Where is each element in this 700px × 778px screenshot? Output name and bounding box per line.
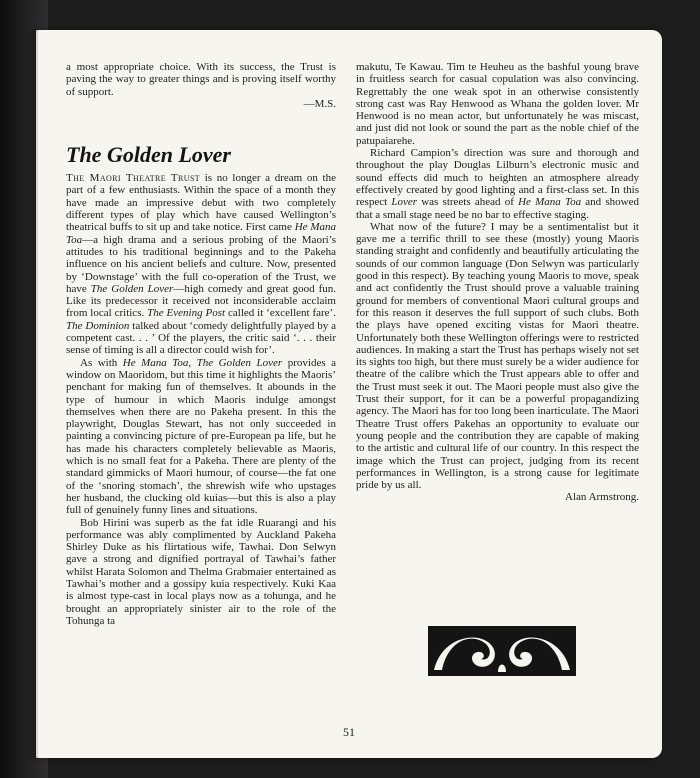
article-title: The Golden Lover [66, 142, 231, 168]
article-paragraph-4: makutu, Te Kawau. Tim te Heuheu as the bashful young brave in fruitless search for casual copulation was also convincing. Regrettably the one weak spot in an otherwise consistently strong cast was Ray Henwood as Whana the golden lover. Mr Henwood is no mean actor, but unfortunately he was miscast, and just did not look or sound the part as the noble chief of the patupaiarehe. [356, 61, 639, 147]
magazine-page [36, 30, 662, 758]
text-run: Richard Campion’s direction was sure and thorough and throughout the play Douglas Lilburn’s electronic music and sound effects did much to heighten an atmosphere already effectively created by good lighting and a first-class set. In this respect [356, 147, 639, 209]
lead-in-smallcaps: The Maori Theatre Trust [66, 172, 201, 185]
play-title: The Golden Lover [90, 282, 174, 295]
text-run: talked about ‘comedy delightfully played by a competent cast. . . ’ Of the players, the critic said ‘. . . their sense of timing is all a director could wish for’. [66, 319, 336, 357]
text-run: and showed that a small stage need be no bar to effective staging. [356, 196, 639, 221]
text-run: called it ‘excellent fare’. [225, 307, 336, 320]
text-run: was streets ahead of [417, 196, 519, 209]
text-run: As with [80, 356, 123, 369]
text-run: provides a window on Maoridom, but this time it highlights the Maoris’ penchant for making fun of themselves. It abounds in the type of humour in which Maoris indulge amongst themselves when there are no Pakeha present. In this the playwright, Douglas Stewart, has not only succeeded in painting a convincing picture of pre-European pa life, but he has made his characters completely believable as Maoris, which is no small feat for a Pakeha. There are plenty of the standard gimmicks of Maori humour, of course—the fat one of the ‘snoring stomach’, the shrewish wife who upstages her husband, the clucking old kuias—but this is also a play full of genuinely funny lines and situations. [66, 356, 336, 517]
article-paragraph-3: Bob Hirini was superb as the fat idle Ruarangi and his performance was ably complimented by Auckland Pakeha Shirley Duke as his flirtatious wife, Tawhai. Don Selwyn gave a strong and dignified portrayal of Tawhai’s father whilst Harata Solomon and Thelma Grabmaier entertained as Tawhai’s mother and a gossipy kuia respectively. Kuki Kaa is almost type-cast in local plays now as a tohunga, and he brought an appropriately sinister air to the role of the Tohunga ta [66, 516, 336, 627]
right-column [356, 61, 639, 504]
intro-paragraph: a most appropriate choice. With its success, the Trust is paving the way to greater things and is proving itself worthy of support. [66, 61, 336, 98]
play-title: He Mana Toa [518, 196, 582, 209]
article-paragraph-6: What now of the future? I may be a sentimentalist but it gave me a terrific thrill to see these (mostly) young Maoris standing straight and confidently and beautifully articulating the sounds of our common language (Don Selwyn was particularly good in this respect). By teaching young Maoris to move, speak and act confidently the Trust should prove a valuable training ground for members of conventional Maori cultural groups and for this reason it deserves the full support of such clubs. Both the plays have opened exciting vistas for Maori theatre. Unfortunately both these Wellington offerings were to restricted audiences. In making a start the Trust has perhaps wisely not set its sights too high, but there must surely be a wider audience for theatre of the calibre which the Trust appears able to offer and the Trust must seek it out. The Maori people must also give the Trust their support, for it can be a powerful propagandizing agency. The Maori has for too long been inarticulate. The Maori Theatre Trust offers Pakehas an opportunity to evaluate our young people and the contribution they are capable of making to the artistic and cultural life of our country. In this respect the image which the Trust can project, judging from its recent performances in Wellington, is a strong cause for legitimate pride by us all. [356, 220, 639, 492]
play-title: He Mana Toa, The Golden Lover [122, 356, 283, 369]
text-run: —high comedy and great good fun. Like its predecessor it received not inconsiderable acclaim from local critics. [66, 282, 337, 320]
newspaper-title: The Dominion [66, 319, 130, 332]
page-number: 51 [343, 725, 355, 739]
play-title: Lover [391, 196, 418, 209]
article-paragraph-2 [66, 357, 336, 517]
article-paragraph-1 [66, 172, 336, 356]
author-signature: Alan Armstrong. [565, 491, 639, 504]
article-paragraph-5 [356, 147, 639, 221]
text-run: is no longer a dream on the part of a few enthusiasts. Within the space of a month they have made an impressive debut with two completely different types of play which have caused Wellington’s theatrical buffs to sit up and take notice. First came [66, 172, 336, 234]
play-title: He Mana Toa [66, 221, 336, 246]
kowhaiwhai-scroll-icon [428, 626, 576, 676]
intro-signature: —M.S. [303, 97, 336, 110]
newspaper-title: The Evening Post [147, 307, 226, 320]
text-run: —a high drama and a serious probing of the Maori’s attitudes to his traditional beginnings and to the Pakeha influence on his ancient beliefs and culture. Now, presented by ‘Downstage’ with the full co-operation of the Trust, we have [66, 233, 336, 295]
left-column [66, 61, 336, 627]
